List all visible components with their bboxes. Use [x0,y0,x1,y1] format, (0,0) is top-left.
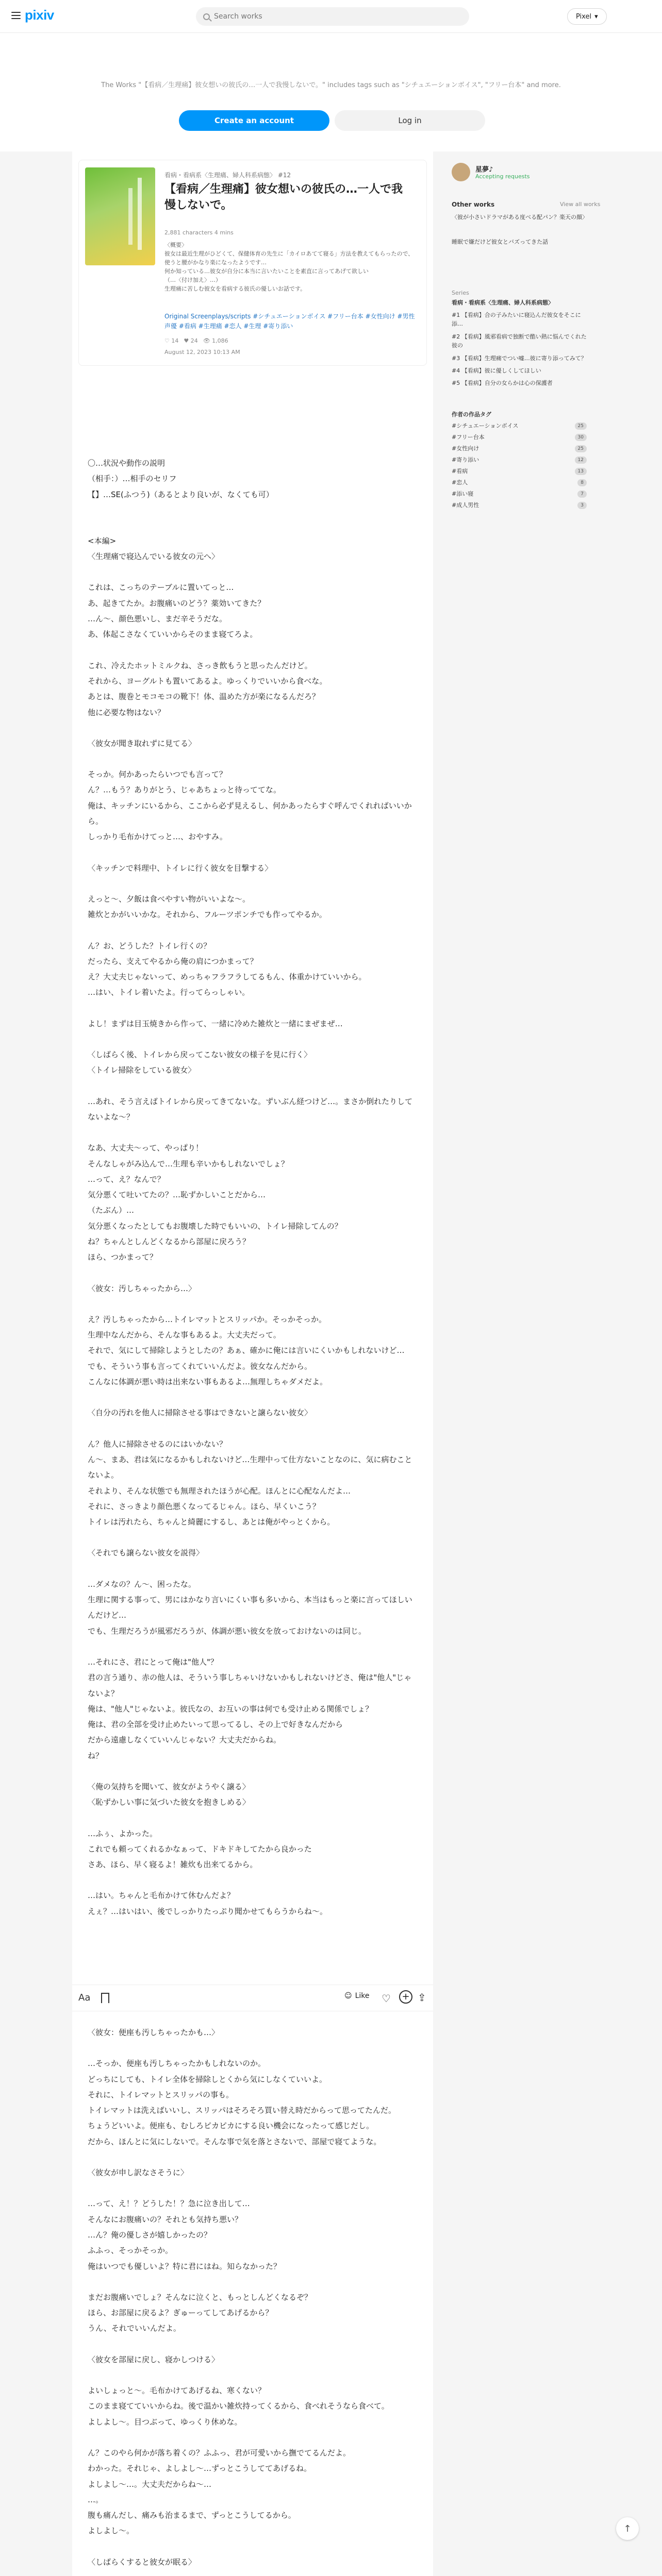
body-line: （たぶん）… [88,1206,135,1215]
body-line [88,1125,418,1140]
language-button[interactable] [567,8,607,25]
body-line: えぇ？…はいはい、後でしっかりたっぷり聞かせてもらうからね～。 [88,1906,328,1916]
body-line: …それにさ、君にとって俺は"他人"？ [88,1657,218,1667]
body-line [88,1001,418,1016]
body-line: よいしょっと～。毛布かけてあげるね、寒くない？ [88,2386,266,2396]
body-line: さあ、ほら、早く寝るよ！雑炊も出来てるから。 [88,1860,258,1870]
body-line: それより、そんな状態でも無理されたほうが心配。ほんとに心配なんだよ… [88,1486,351,1496]
body-line: …ふぅ、よかった。 [88,1828,158,1838]
view-count: 👁 1,086 [203,337,228,344]
body-line: 〈生理痛で寝込んでいる彼女の元へ〉 [88,552,220,562]
novel-cover[interactable] [85,167,155,265]
body-line: ね？ [88,1751,104,1760]
view-all-link[interactable]: View all works [560,201,601,208]
body-line: あ、起きてたか。お腹痛いのどう？薬効いてきた？ [88,598,266,608]
tag-count: 25 [575,422,587,430]
novel-title: 【看病／生理痛】彼女想いの彼氏の…一人で我慢しないで。 [164,183,403,212]
tag-list[interactable]: Original Screenplays/scripts #シチュエーションボイス #フリー台本 #女性向け #男性声優 #看病 #生理痛 #恋人 #生理 #寄り添い [164,313,415,330]
novel-body [88,440,418,1919]
body-line: そんなにお腹痛いの？それとも気持ち悪い？ [88,2214,243,2224]
body-line: …はい。ちゃんと毛布かけて休むんだよ？ [88,1891,235,1901]
sidebar-tag-row[interactable] [452,433,587,443]
body-line [88,1639,418,1654]
body-line: （相手：）…相手のセリフ [88,474,177,484]
body-line: よしよし～…。大丈夫だからね～… [88,2479,212,2489]
sidebar-series-item[interactable]: #3 【看病】生理痛でつい嘘…彼に寄り添ってみて？ [452,355,587,362]
body-line [88,564,418,580]
body-line: …ん～、顔色悪いし、まだ辛そうだな。 [88,614,227,624]
body-line [88,1389,418,1405]
menu-icon[interactable] [11,12,21,19]
body-line: ん？他人に掃除させるのにはいかない？ [88,1439,227,1449]
body-line [88,2040,418,2056]
other-work-link[interactable]: 睡眠で嫌だけど彼女とバズってきた話 [452,239,549,245]
sidebar-series-item[interactable]: #2 【看病】風邪看病で独断で酷い熱に悩んでくれた彼の [452,333,587,349]
body-line: 〈自分の汚れを他人に掃除させる事はできないと譲らない彼女〉 [88,1408,312,1418]
tag-name: #シチュエーションボイス [452,422,519,429]
body-line: 〈彼女：便座も汚しちゃったかも…〉 [88,2028,220,2037]
smile-icon: ☺ [344,1992,352,2000]
body-line: …そっか、便座も汚しちゃったかもしれないのか。 [88,2059,266,2069]
body-line: …。 [88,2495,104,2504]
tag-count: 8 [577,479,587,486]
tag-name: #フリー台本 [452,434,485,440]
body-line: …はい、トイレ着いたよ。行ってらっしゃい。 [88,988,250,997]
body-line: そんなしゃがみ込んで…生理も辛いかもしれないでしょ？ [88,1159,289,1168]
body-line [88,1265,418,1281]
body-line: 〈しばらく後、トイレから戻ってこない彼女の様子を見に行く〉 [88,1050,312,1060]
body-line: …あれ、そう言えばトイレから戻ってきてないな。ずいぶん経つけど…。まさか倒れたりしてないよな～？ [88,1096,413,1122]
body-line: 生理に関する事って、男にはかなり言いにくい事も多いから、本当はもっと楽に言ってほしいんだけど… [88,1595,412,1620]
body-line: そっか。何かあったらいつでも言って？ [88,770,227,779]
body-line [88,1810,418,1826]
chevron-down-icon: ▾ [594,12,598,21]
sidebar-tag-row[interactable] [452,478,587,488]
like-count: ♡ 14 [164,337,179,344]
body-line [88,1296,418,1312]
body-line: …ダメなの？ん～、困ったな。 [88,1579,196,1589]
bookmark-count: ♥ 24 [184,337,198,344]
body-line: 〈それでも譲らない彼女を説得〉 [88,1548,204,1558]
body-line: それから、ヨーグルトも置いてあるよ。ゆっくりでいいから食べな。 [88,676,327,686]
body-line: 〈恥ずかしい事に気づいた彼女を抱きしめる〉 [88,1798,251,1807]
body-line: 〈トイレ掃除をしている彼女〉 [88,1065,196,1075]
sidebar-tag-row[interactable] [452,467,587,477]
publish-date: August 12, 2023 10:13 AM [164,349,240,355]
search-icon [203,13,210,20]
sidebar-series-item[interactable]: #1 【看病】合の子みたいに寝込んだ彼女をそこに添… [452,312,581,327]
sidebar-tag-row[interactable] [452,501,587,511]
body-line: ちょうどいいよ。便座も、むしろピカピカにする良い機会になったって感じだし。 [88,2121,374,2131]
body-line: わかった。それじゃ、よしよし～…ずっとこうしててあげるね。 [88,2464,312,2473]
body-line: 俺は、君の全部を受け止めたいって思ってるし、その上で好きなんだから [88,1720,343,1730]
novel-description: 〈概要〉 彼女は最近生理がひどくて、保健体育の先生に「カイロあてて寝る」方法を教えてもらったので、使うと腰がかなり楽になったようです… 何か知っている…彼女が自分に本当に言いたいことを素直に言ってあげて欲しい （…〈付け加え〉…） 生理痛に苦しむ彼女を看病する彼氏の優しいお話です。 [164,242,414,293]
search-input[interactable] [214,12,451,21]
body-line: 生理中なんだから、そんな事もあるよ。大丈夫だって。 [88,1330,281,1340]
banner-text: The Works "【看病／生理痛】彼女想いの彼氏の…一人で我慢しないで。" includes tags such as "シチュエーションボイス", "フリー台本" and more. [101,81,561,89]
body-line: でも、生理だろうが風邪だろうが、体調が悪い彼女を放っておけないのは同じ。 [88,1626,367,1636]
top-bar [0,0,662,33]
create-account-button[interactable]: Create an account [179,110,329,131]
body-line: よし！まずは目玉焼きから作って、一緒に冷めた雑炊と一緒にまぜまぜ… [88,1019,343,1028]
body-line: 【】…SE(ふつう)（あるとより良いが、なくても可） [88,489,274,499]
body-line: 気分悪くなったとしてもお腹壊した時でもいいの、トイレ掃除してんの？ [88,1221,342,1231]
body-line: 腹も痛んだし、痛みも治まるまで、ずっとこうしてるから。 [88,2511,296,2520]
body-line [88,2430,418,2445]
novel-body-continued [88,2025,418,2576]
body-line: でも、そういう事も言ってくれていいんだよ。彼女なんだから。 [88,1361,312,1371]
language-label: Pixel [576,12,592,21]
body-line: ん～、まあ、君は気になるかもしれないけど…生理中って仕方ないことなのに、気に病むことないよ。 [88,1454,412,1480]
body-line: なあ、大丈夫～って、やっぱり！ [88,1143,204,1153]
body-line [88,876,418,891]
body-line [88,720,418,736]
series-heading: Series [452,290,469,296]
body-line: これ、冷えたホットミルクね、さっき飲もうと思ったんだけど。 [88,660,312,670]
novel-header-card [78,160,427,366]
body-line: え？大丈夫じゃないって、めっちゃフラフラしてるもん、体重かけていいから。 [88,972,367,982]
body-line [88,751,418,767]
tag-name: #恋人 [452,479,468,486]
body-line: だから遠慮しなくていいんじゃない？大丈夫だからね。 [88,1735,282,1745]
tag-name: #寄り添い [452,456,479,463]
body-line: うん、それでいいんだよ。 [88,2324,181,2333]
body-line: ふふっ、そっかそっか。 [88,2246,173,2256]
body-line: 俺は、"他人"じゃないよ。彼氏なの、お互いの事は何でも受け止める関係でしょ？ [88,1704,373,1714]
body-line: 〈彼女が聞き取れずに見てる〉 [88,738,196,748]
body-line [88,1561,418,1577]
body-line: 〈俺の気持ちを聞いて、彼女がようやく譲る〉 [88,1782,250,1791]
body-line: ん？このやら何かが落ち着くの？ふふっ、君が可愛いから撫でてるんだよ。 [88,2448,351,2458]
body-line: だから、ほんとに気にしないで。そんな事で気を落とさないで、部屋で寝てような。 [88,2137,382,2146]
search-bar[interactable] [196,7,469,26]
body-line [88,518,418,533]
body-line [88,2336,418,2352]
body-line [88,1530,418,1545]
body-line: トイレは汚れたら、ちゃんと綺麗にするし、あとは俺がやっとくから。 [88,1517,335,1527]
signup-banner [0,33,662,151]
body-line: 君の言う通り、赤の他人は、そういう事しちゃいけないかもしれないけどさ、俺は"他人"じゃないよ？ [88,1673,412,1698]
sidebar-series-item[interactable]: #5 【看病】自分の女らかは心の保護者 [452,380,553,386]
body-line: 〈彼女：汚しちゃったから…〉 [88,1283,196,1293]
body-line: しっかり毛布かけてっと…、おやすみ。 [88,832,227,842]
body-line [88,502,418,518]
body-line: …って、え！？どうした！？急に泣き出して… [88,2199,250,2209]
login-button[interactable]: Log in [335,110,485,131]
author-name[interactable]: 星夢♪ [475,166,493,174]
body-line: ん？…もう？ありがとう、じゃあちょっと待っててな。 [88,785,282,795]
body-line: これでも頼ってくれるかなぁって、ドキドキしてたから良かった [88,1844,312,1854]
body-line: どっちにしても、トイレ全体を掃除しとくから気にしなくていいよ。 [88,2074,327,2084]
body-line: よしよし～。 [88,2526,135,2536]
heart-icon[interactable]: ♡ [382,1992,391,2005]
tag-name: #成人男性 [452,502,479,509]
body-line: だったら、支えてやるから俺の肩につかまって？ [88,956,258,966]
body-line [88,1078,418,1094]
body-line: これは、こっちのテーブルに置いてっと… [88,583,234,592]
stats [164,337,228,344]
body-line: あ、体起こさなくていいからそのまま寝てろよ。 [88,630,258,639]
body-line: ほら、お部屋に戻るよ？ぎゅーってしてあげるから？ [88,2308,273,2318]
body-line [88,845,418,860]
body-line [88,923,418,938]
other-work-link[interactable]: 〈彼が小さいドラマがある度べる配パン？楽天の顔〉 [452,214,588,221]
tag-count: 7 [577,490,587,498]
body-line: 〈キッチンで料理中、トイレに行く彼女を目撃する〉 [88,863,273,873]
sidebar-series-name[interactable]: 看病・看病系〈生理痛、婦人科系病態〉 [452,299,554,306]
body-line: え？汚しちゃったから…トイレマットとスリッパか。そっかそっか。 [88,1314,327,1324]
logo[interactable] [11,7,54,23]
sidebar-tag-row[interactable] [452,444,587,454]
body-line: トイレマットは洗えばいいし、スリッパはそろそろ買い替え時だからって思ってたんだ。 [88,2106,396,2115]
body-line [88,2180,418,2196]
body-line: 〇…状況や動作の説明 [88,459,166,468]
body-line: 俺は、キッチンにいるから、ここから必ず見えるし、何かあったらすぐ呼んでくれればいいから。 [88,801,412,826]
series-link[interactable]: 看病・看病系〈生理痛、婦人科系病態〉 #12 [164,172,291,179]
share-icon[interactable]: ⇪ [418,1991,426,2004]
tag-count: 30 [575,434,587,441]
body-line [88,1764,418,1779]
sidebar-tag-row[interactable] [452,489,587,500]
body-line: えっと～、夕飯は食べやすい物がいいよな～。 [88,894,251,904]
body-line: 他に必要な物はない？ [88,707,166,717]
tag-count: 13 [575,468,587,475]
body-line: ね？ちゃんとしんどくなるから部屋に戻ろう？ [88,1236,251,1246]
body-line [88,440,418,455]
body-line: 雑炊とかがいいかな。それから、フルーツポンチでも作ってやるか。 [88,910,327,920]
avatar[interactable] [452,163,470,181]
body-line: <本編> [88,536,117,546]
sidebar-tag-row[interactable] [452,455,587,466]
body-line [88,2570,418,2576]
body-line: 〈彼女が申し訳なさそうに〉 [88,2168,189,2178]
body-line [88,2274,418,2290]
body-line: …って、え？なんで？ [88,1174,165,1184]
pixiv-logo[interactable]: pixiv [25,7,54,23]
body-line: 気分悪くて吐いてたの？…恥ずかしいことだから… [88,1190,266,1200]
body-line [88,2539,418,2554]
body-line [88,1031,418,1047]
body-line: …ん？俺の優しさが嬉しかったの？ [88,2230,212,2240]
body-line [88,2367,418,2383]
tag-name: #添い寝 [452,490,474,497]
body-line: あとは、腹巻とモコモコの靴下！体、温めた方が楽になるんだろ？ [88,692,320,702]
body-line: ほら、つかまって？ [88,1252,158,1262]
body-line: それに、さっきより顔色悪くなってるじゃん。ほら、早くいこう？ [88,1501,320,1511]
tag-count: 3 [577,502,587,509]
body-line: このまま寝てていいからね。後で温かい雑炊持ってくるから、食べれそうなら食べて。 [88,2401,389,2411]
body-line [88,642,418,658]
body-line: 〈彼女を部屋に戻し、寝かしつける〉 [88,2354,220,2364]
body-line [88,2149,418,2165]
like-button[interactable]: ☺ Like [344,1992,370,2000]
body-line: よしよし～。目つぶって、ゆっくり休めな。 [88,2417,242,2427]
body-line [88,1872,418,1888]
body-line: まだお腹痛いでしょ？そんなに泣くと、もっとしんどくなるぞ？ [88,2292,312,2302]
other-works-heading: Other works [452,201,495,208]
body-line: それで、気にして掃除しようとしたの？あぁ、確かに俺には言いにくいかもしれないけど… [88,1346,405,1355]
novel-meta: 2,881 characters 4 mins [164,229,234,236]
sidebar-series-item[interactable]: #4 【看病】彼に優しくしてほしい [452,367,541,374]
scroll-top-button[interactable]: ↑ [616,2517,639,2540]
tag-name: #看病 [452,468,468,474]
sidebar-tag-row[interactable] [452,421,587,432]
tag-count: 25 [575,445,587,452]
body-line: こんなに体調が悪い時は出来ない事もあるよ…無理しちゃダメだよ。 [88,1377,328,1387]
body-line: それに、トイレマットとスリッパの事も。 [88,2090,234,2099]
body-line [88,1421,418,1436]
main-content [72,151,433,2576]
tag-count: 12 [575,456,587,464]
request-badge: Accepting requests [475,173,530,180]
tags-heading: 作者の作品タグ [452,411,491,418]
body-line: 俺はいつでも優しいよ？特に君にはね。知らなかった？ [88,2261,282,2271]
reading-toolbar [72,1985,433,2011]
add-icon[interactable]: + [399,1990,412,2004]
tag-name: #女性向け [452,445,479,452]
text-settings-button[interactable]: Aa [78,1992,91,2003]
bookmark-icon[interactable] [101,1993,109,2003]
body-line: 〈しばらくすると彼女が眠る〉 [88,2557,196,2567]
body-line: ん？お、どうした？トイレ行くの？ [88,941,211,951]
